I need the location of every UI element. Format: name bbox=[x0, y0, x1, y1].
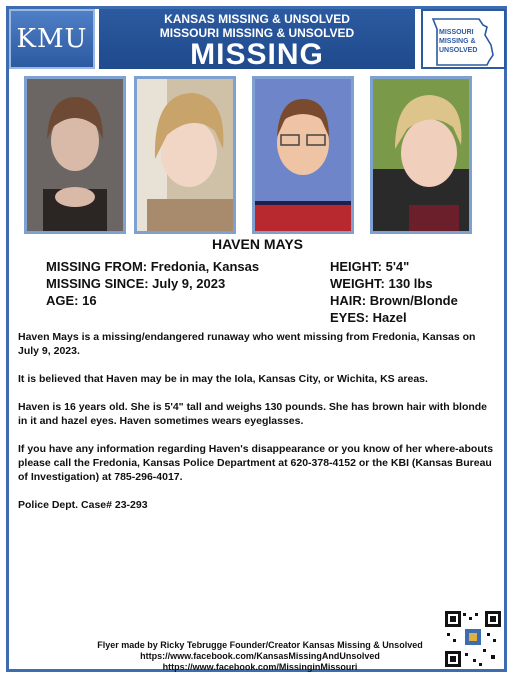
mo-logo-line1: MISSOURI bbox=[439, 29, 474, 36]
photo-2 bbox=[134, 76, 236, 234]
age: AGE: 16 bbox=[46, 293, 97, 308]
height: HEIGHT: 5'4" bbox=[330, 259, 410, 274]
missouri-logo-text bbox=[439, 28, 477, 55]
banner-line-missouri: MISSOURI MISSING & UNSOLVED bbox=[159, 26, 355, 40]
details-left bbox=[46, 258, 259, 309]
hair: HAIR: Brown/Blonde bbox=[330, 293, 458, 308]
mo-logo-line2: MISSING & bbox=[439, 38, 476, 45]
title-banner bbox=[99, 9, 415, 69]
person-name: HAVEN MAYS bbox=[211, 236, 304, 252]
missing-since: MISSING SINCE: July 9, 2023 bbox=[46, 276, 226, 291]
photo-strip bbox=[24, 76, 492, 234]
description-paragraph-3: Haven is 16 years old. She is 5'4" tall and weighs 130 pounds. She has brown hair with blonde in it and hazel eyes. Haven sometimes wears eyeglasses. bbox=[18, 401, 488, 427]
description-paragraph-4: If you have any information regarding Haven's disappearance or you know of her where-abouts please call the Fredonia, Kansas Police Department at 620-378-4152 or the KBI (Kansas Bureau of Investigation) at 785-296-4017. bbox=[18, 443, 494, 483]
missing-from: MISSING FROM: Fredonia, Kansas bbox=[46, 259, 260, 274]
photo-3 bbox=[252, 76, 354, 234]
description-paragraph-1: Haven Mays is a missing/endangered runaway who went missing from Fredonia, Kansas on July 9, 2023. bbox=[18, 331, 476, 357]
footer-link-missouri[interactable]: https://www.facebook.com/MissinginMissouri bbox=[162, 662, 358, 672]
details-right bbox=[330, 258, 458, 326]
eyes: EYES: Hazel bbox=[330, 310, 407, 325]
footer-credit: Flyer made by Ricky Tebrugge Founder/Creator Kansas Missing & Unsolved bbox=[97, 640, 423, 650]
photo-1 bbox=[24, 76, 126, 234]
banner-line-kansas: KANSAS MISSING & UNSOLVED bbox=[164, 12, 350, 26]
weight: WEIGHT: 130 lbs bbox=[330, 276, 433, 291]
qr-code-icon[interactable] bbox=[443, 609, 503, 669]
missouri-logo bbox=[421, 9, 506, 69]
kmu-logo-text: KMU bbox=[16, 24, 88, 54]
case-number: Police Dept. Case# 23-293 bbox=[18, 499, 148, 511]
footer-link-kansas[interactable]: https://www.facebook.com/KansasMissingAndUnsolved bbox=[140, 651, 380, 661]
mo-logo-line3: UNSOLVED bbox=[439, 47, 478, 54]
header bbox=[9, 9, 506, 69]
footer bbox=[60, 640, 460, 673]
banner-title-missing: MISSING bbox=[190, 38, 324, 71]
photo-4 bbox=[370, 76, 472, 234]
description-paragraph-2: It is believed that Haven may be in may the Iola, Kansas City, or Wichita, KS areas. bbox=[18, 373, 428, 385]
kmu-logo bbox=[9, 9, 95, 69]
